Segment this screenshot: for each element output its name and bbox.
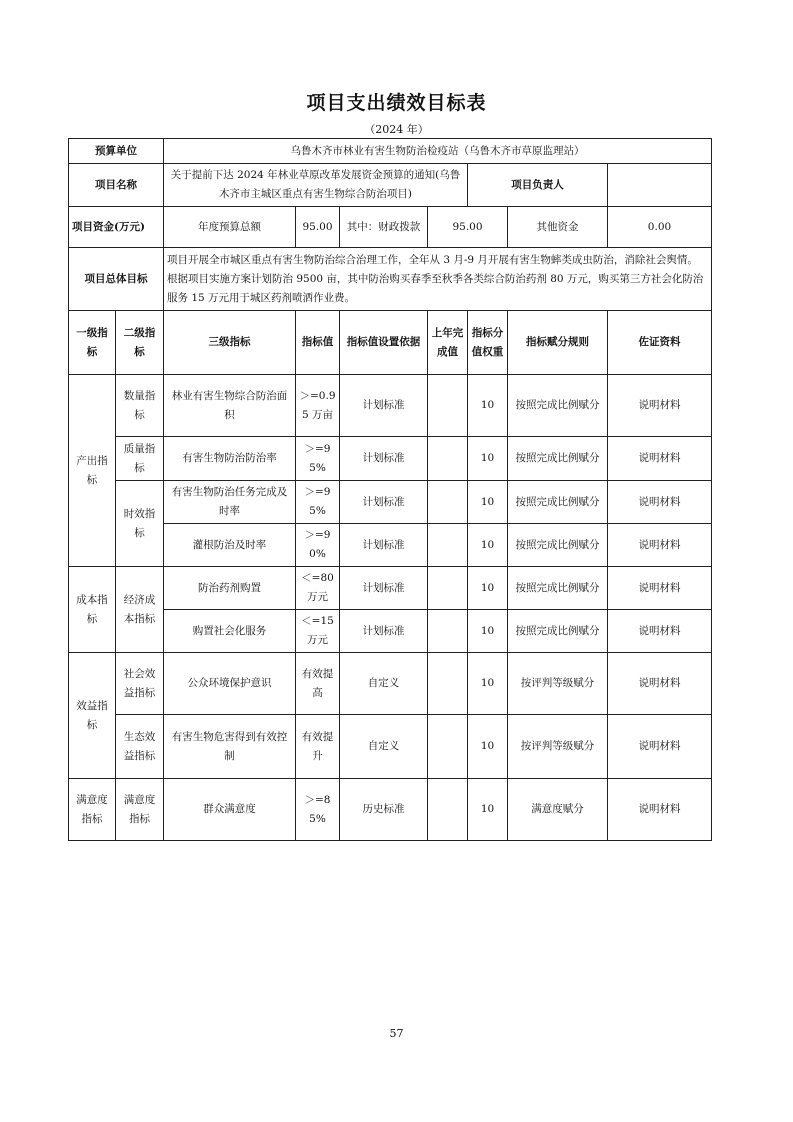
weight-cell: 10 bbox=[468, 481, 508, 524]
evidence-cell: 说明材料 bbox=[608, 567, 712, 610]
level2-cell: 数量指标 bbox=[116, 375, 164, 437]
evidence-cell: 说明材料 bbox=[608, 437, 712, 481]
rule-cell: 满意度赋分 bbox=[508, 779, 608, 841]
goal-text: 项目开展全市城区重点有害生物防治综合治理工作，全年从 3 月-9 月开展有害生物蟀类成虫防治，消除社会舆情。根据项目实施方案计划防治 9500 亩，其中防治购买春季至秋季各类综合防治药剂 80 万元，购买第三方社会化防治服务 15 万元用于城区药剂喷洒作业费。 bbox=[164, 248, 712, 311]
level3-cell: 灌根防治及时率 bbox=[164, 524, 296, 567]
other-funds-value: 0.00 bbox=[608, 207, 712, 248]
project-name-value: 关于提前下达 2024 年林业草原改革发展资金预算的通知(乌鲁木齐市主城区重点有害生物综合防治项目) bbox=[164, 164, 468, 207]
level1-cell: 满意度指标 bbox=[69, 779, 116, 841]
table-row bbox=[69, 524, 712, 567]
basis-cell: 历史标准 bbox=[340, 779, 428, 841]
evidence-cell: 说明材料 bbox=[608, 779, 712, 841]
table-row bbox=[69, 653, 712, 715]
evidence-cell: 说明材料 bbox=[608, 375, 712, 437]
basis-cell: 计划标准 bbox=[340, 481, 428, 524]
level3-cell: 有害生物防治防治率 bbox=[164, 437, 296, 481]
level1-cell: 成本指标 bbox=[69, 567, 116, 653]
page-number: 57 bbox=[389, 1027, 404, 1040]
value-cell: ＞=0.95 万亩 bbox=[296, 375, 340, 437]
table-row bbox=[69, 610, 712, 653]
prev-cell bbox=[428, 567, 468, 610]
prev-cell bbox=[428, 524, 468, 567]
level1-cell: 效益指标 bbox=[69, 653, 116, 779]
basis-cell: 计划标准 bbox=[340, 375, 428, 437]
value-cell: 有效提升 bbox=[296, 715, 340, 779]
weight-cell: 10 bbox=[468, 653, 508, 715]
evidence-cell: 说明材料 bbox=[608, 610, 712, 653]
prev-cell bbox=[428, 653, 468, 715]
basis-cell: 计划标准 bbox=[340, 524, 428, 567]
prev-cell bbox=[428, 437, 468, 481]
annual-budget-value: 95.00 bbox=[296, 207, 340, 248]
level2-cell: 生态效益指标 bbox=[116, 715, 164, 779]
prev-cell bbox=[428, 779, 468, 841]
value-cell: 有效提高 bbox=[296, 653, 340, 715]
level3-cell: 有害生物防治任务完成及时率 bbox=[164, 481, 296, 524]
goal-label: 项目总体目标 bbox=[69, 248, 164, 311]
basis-cell: 自定义 bbox=[340, 715, 428, 779]
prev-cell bbox=[428, 481, 468, 524]
basis-cell: 计划标准 bbox=[340, 437, 428, 481]
page-title: 项目支出绩效目标表 bbox=[306, 92, 487, 114]
rule-cell: 按照完成比例赋分 bbox=[508, 610, 608, 653]
basis-cell: 计划标准 bbox=[340, 567, 428, 610]
level1-cell: 产出指标 bbox=[69, 375, 116, 567]
annual-budget-label: 年度预算总额 bbox=[164, 207, 296, 248]
level3-cell: 有害生物危害得到有效控制 bbox=[164, 715, 296, 779]
level2-cell: 社会效益指标 bbox=[116, 653, 164, 715]
unit-value: 乌鲁木齐市林业有害生物防治检疫站（乌鲁木齐市草原监理站） bbox=[164, 139, 712, 164]
rule-cell: 按评判等级赋分 bbox=[508, 715, 608, 779]
table-row bbox=[69, 715, 712, 779]
other-funds-label: 其他资金 bbox=[508, 207, 608, 248]
basis-cell: 自定义 bbox=[340, 653, 428, 715]
table-row bbox=[69, 567, 712, 610]
value-cell: ＞=95% bbox=[296, 437, 340, 481]
level3-cell: 购置社会化服务 bbox=[164, 610, 296, 653]
weight-cell: 10 bbox=[468, 715, 508, 779]
rule-cell: 按照完成比例赋分 bbox=[508, 375, 608, 437]
rule-cell: 按照完成比例赋分 bbox=[508, 567, 608, 610]
prev-cell bbox=[428, 375, 468, 437]
header-prev: 上年完成值 bbox=[428, 311, 468, 375]
weight-cell: 10 bbox=[468, 610, 508, 653]
level3-cell: 公众环境保护意识 bbox=[164, 653, 296, 715]
rule-cell: 按照完成比例赋分 bbox=[508, 437, 608, 481]
header-level1: 一级指标 bbox=[69, 311, 116, 375]
header-level2: 二级指标 bbox=[116, 311, 164, 375]
header-value: 指标值 bbox=[296, 311, 340, 375]
table-row bbox=[69, 375, 712, 437]
fiscal-label: 其中：财政拨款 bbox=[340, 207, 428, 248]
header-evidence: 佐证资料 bbox=[608, 311, 712, 375]
performance-table bbox=[68, 138, 712, 841]
evidence-cell: 说明材料 bbox=[608, 524, 712, 567]
header-basis: 指标值设置依据 bbox=[340, 311, 428, 375]
header-weight: 指标分值权重 bbox=[468, 311, 508, 375]
evidence-cell: 说明材料 bbox=[608, 481, 712, 524]
level3-cell: 防治药剂购置 bbox=[164, 567, 296, 610]
table-row bbox=[69, 481, 712, 524]
evidence-cell: 说明材料 bbox=[608, 653, 712, 715]
level2-cell: 经济成本指标 bbox=[116, 567, 164, 653]
rule-cell: 按评判等级赋分 bbox=[508, 653, 608, 715]
table-row bbox=[69, 779, 712, 841]
header-level3: 三级指标 bbox=[164, 311, 296, 375]
table-row bbox=[69, 437, 712, 481]
weight-cell: 10 bbox=[468, 375, 508, 437]
level3-cell: 林业有害生物综合防治面积 bbox=[164, 375, 296, 437]
prev-cell bbox=[428, 610, 468, 653]
header-rule: 指标赋分规则 bbox=[508, 311, 608, 375]
evidence-cell: 说明材料 bbox=[608, 715, 712, 779]
unit-label: 预算单位 bbox=[69, 139, 164, 164]
rule-cell: 按照完成比例赋分 bbox=[508, 481, 608, 524]
project-name-label: 项目名称 bbox=[69, 164, 164, 207]
year-label: （2024 年） bbox=[364, 123, 429, 136]
value-cell: ＜=80 万元 bbox=[296, 567, 340, 610]
value-cell: ＞=90% bbox=[296, 524, 340, 567]
fiscal-value: 95.00 bbox=[428, 207, 508, 248]
level3-cell: 群众满意度 bbox=[164, 779, 296, 841]
prev-cell bbox=[428, 715, 468, 779]
project-owner-label: 项目负责人 bbox=[468, 164, 608, 207]
value-cell: ＜=15 万元 bbox=[296, 610, 340, 653]
weight-cell: 10 bbox=[468, 437, 508, 481]
weight-cell: 10 bbox=[468, 779, 508, 841]
level2-cell: 质量指标 bbox=[116, 437, 164, 481]
basis-cell: 计划标准 bbox=[340, 610, 428, 653]
weight-cell: 10 bbox=[468, 524, 508, 567]
project-owner-value bbox=[608, 164, 712, 207]
level2-cell: 满意度指标 bbox=[116, 779, 164, 841]
weight-cell: 10 bbox=[468, 567, 508, 610]
value-cell: ＞=85% bbox=[296, 779, 340, 841]
level2-cell: 时效指标 bbox=[116, 481, 164, 567]
funds-label: 项目资金(万元) bbox=[69, 207, 164, 248]
value-cell: ＞=95% bbox=[296, 481, 340, 524]
rule-cell: 按照完成比例赋分 bbox=[508, 524, 608, 567]
